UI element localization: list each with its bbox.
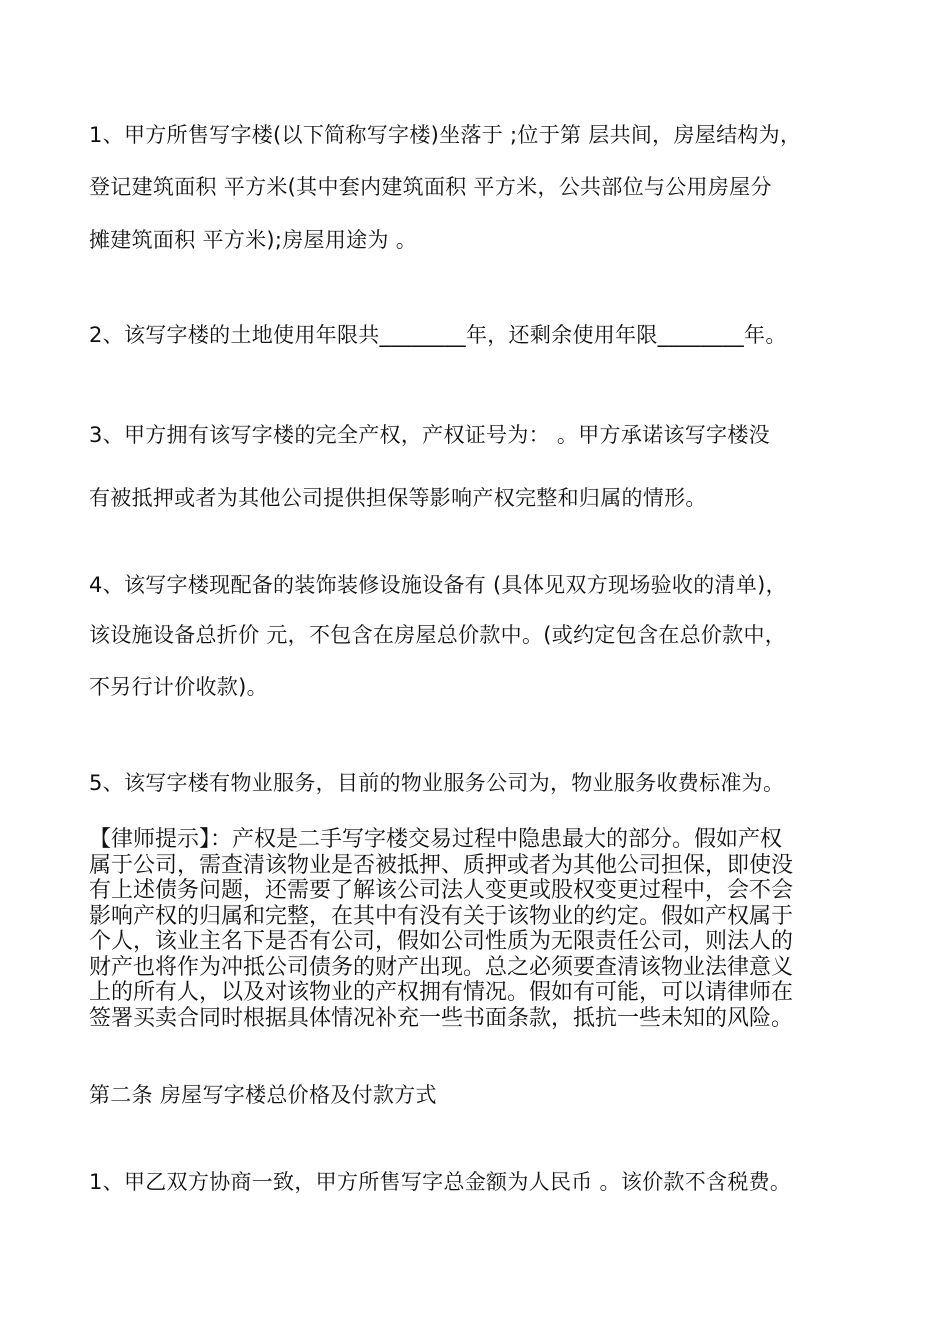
lawyer-tip-line: 上的所有人，以及对该物业的产权拥有情况。假如有可能，可以请律师在 [89, 980, 794, 1005]
lawyer-tip-line: 影响产权的归属和完整，在其中有没有关于该物业的约定。假如产权属于 [89, 903, 794, 929]
lawyer-tip-line: 有上述债务问题，还需要了解该公司法人变更或股权变更过程中，会不会 [89, 878, 794, 903]
section-2-clause-1: 1、甲乙双方协商一致，甲方所售写字总金额为人民币 。该价款不含税费。 [89, 1170, 792, 1194]
clause-5: 5、该写字楼有物业服务，目前的物业服务公司为，物业服务收费标准为。 [89, 771, 785, 795]
clause-4-line-3: 不另行计价收款)。 [89, 675, 268, 699]
lawyer-tip [89, 827, 869, 1031]
section-title: 第二条 房屋写字楼总价格及付款方式 [89, 1083, 437, 1107]
lawyer-tip-line: 财产也将作为冲抵公司债务的财产出现。总之必须要查清该物业法律意义 [89, 954, 794, 980]
clause-3-line-1: 3、甲方拥有该写字楼的完全产权，产权证号为： 。甲方承诺该写字楼没 [89, 423, 770, 447]
lawyer-tip-line: 属于公司，需查清该物业是否被抵押、质押或者为其他公司担保，即使没 [89, 852, 794, 878]
clause-1-line-3: 摊建筑面积 平方米);房屋用途为 。 [89, 228, 418, 252]
clause-2: 2、该写字楼的土地使用年限共________年，还剩余使用年限________年。 [89, 323, 787, 347]
clause-1-line-1: 1、甲方所售写字楼(以下简称写字楼)坐落于 ;位于第 层共间，房屋结构为， [89, 123, 802, 147]
clause-4-line-1: 4、该写字楼现配备的装饰装修设施设备有 (具体见双方现场验收的清单)， [89, 573, 787, 597]
clause-4-line-2: 该设施设备总折价 元，不包含在房屋总价款中。(或约定包含在总价款中， [89, 623, 787, 647]
lawyer-tip-line: 签署买卖合同时根据具体情况补充一些书面条款，抵抗一些未知的风险。 [89, 1005, 794, 1031]
clause-1-line-2: 登记建筑面积 平方米(其中套内建筑面积 平方米，公共部位与公用房屋分 [89, 175, 772, 199]
clause-3-line-2: 有被抵押或者为其他公司提供担保等影响产权完整和归属的情形。 [89, 486, 707, 510]
lawyer-tip-line: 个人，该业主名下是否有公司，假如公司性质为无限责任公司，则法人的 [89, 929, 794, 954]
lawyer-tip-line: 【律师提示】：产权是二手写字楼交易过程中隐患最大的部分。假如产权 [89, 827, 783, 852]
